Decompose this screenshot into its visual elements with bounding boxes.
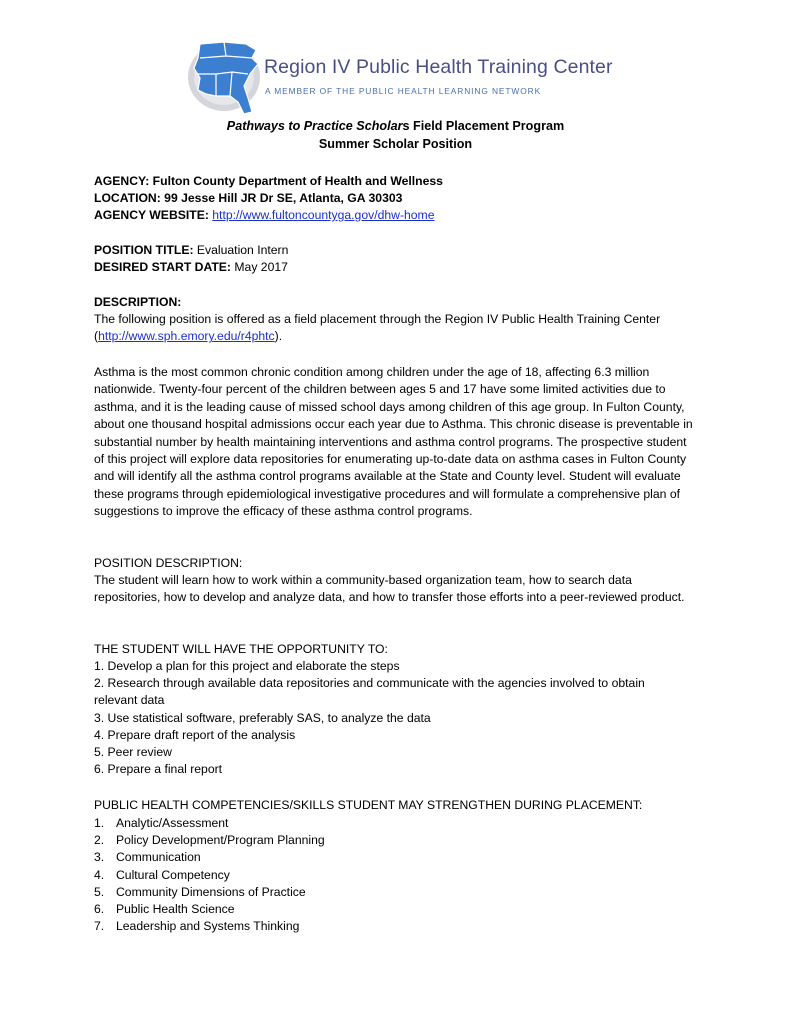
- rphtc-link[interactable]: http://www.sph.emory.edu/r4phtc: [98, 329, 275, 344]
- southeast-us-map-icon: [186, 34, 266, 120]
- item-number: 4.: [94, 867, 105, 882]
- program-title: [0, 119, 791, 133]
- position-title-label: POSITION TITLE:: [94, 243, 194, 257]
- item-label: Community Dimensions of Practice: [116, 884, 306, 899]
- location-value: 99 Jesse Hill JR Dr SE, Atlanta, GA 30303: [160, 191, 403, 205]
- start-date-value: May 2017: [231, 260, 288, 274]
- item-label: Communication: [116, 850, 201, 865]
- description-intro-end: ).: [274, 329, 283, 344]
- agency-value: Fulton County Department of Health and Wellness: [149, 174, 443, 188]
- list-item: [94, 832, 325, 849]
- website-line: [94, 207, 435, 224]
- list-item: [94, 849, 325, 866]
- list-item: [94, 867, 325, 884]
- description-intro-text: The following position is offered as a field placement through the Region IV Public Health Training Center (: [94, 312, 661, 344]
- list-item: 2. Research through available data repositories and communicate with the agencies involved to obtain: [94, 676, 645, 691]
- list-item: 1. Develop a plan for this project and elaborate the steps: [94, 659, 400, 673]
- list-item: 4. Prepare draft report of the analysis: [94, 727, 296, 742]
- item-label: Leadership and Systems Thinking: [116, 919, 300, 934]
- description-heading: DESCRIPTION:: [94, 295, 182, 309]
- list-item: [94, 918, 325, 935]
- item-number: 1.: [94, 816, 105, 830]
- program-title-rest: Field Placement Program: [409, 119, 565, 133]
- position-title-line: [94, 242, 288, 259]
- list-item: [94, 901, 325, 918]
- item-label: Policy Development/Program Planning: [116, 833, 325, 848]
- list-item: relevant data: [94, 693, 165, 708]
- list-item: [94, 884, 325, 901]
- item-number: 5.: [94, 884, 105, 899]
- item-number: 6.: [94, 902, 105, 917]
- opportunity-heading: THE STUDENT WILL HAVE THE OPPORTUNITY TO:: [94, 642, 388, 656]
- list-item: 5. Peer review: [94, 745, 172, 760]
- opportunity-list: [94, 658, 700, 778]
- position-description-heading: POSITION DESCRIPTION:: [94, 556, 243, 570]
- list-item: 3. Use statistical software, preferably SAS, to analyze the data: [94, 710, 431, 725]
- position-description-body: The student will learn how to work within a community-based organization team, how to search data repositories, how to develop and analyze data, and how to transfer those efforts into a peer-reviewed product.: [94, 573, 685, 605]
- program-title-italic: Pathways to Practice Scholar: [226, 119, 403, 133]
- competencies-heading: PUBLIC HEALTH COMPETENCIES/SKILLS STUDENT MAY STRENGTHEN DURING PLACEMENT:: [94, 798, 643, 812]
- agency-website-link[interactable]: http://www.fultoncountyga.gov/dhw-home: [212, 208, 435, 222]
- description-intro: [94, 311, 700, 346]
- description-body: Asthma is the most common chronic condition among children under the age of 18, affecting 6.3 million nationwide. Twenty-four percent of the children between ages 5 and 17 have some limited activities due to asthma, and it is the leading cause of missed school days among children of this age group. In Fulton County, about one thousand hospital admissions occur each year due to Asthma. This chronic disease is preventable in substantial number by health maintaining interventions and asthma control programs. The prospective student of this project will explore data repositories for enumerating up-to-date data on asthma cases in Fulton County and will identify all the asthma control programs available at the State and County level. Student will evaluate these programs through epidemiological investigative procedures and will formulate a comprehensive plan of suggestions to improve the efficacy of these asthma control programs.: [94, 365, 693, 519]
- start-date-line: [94, 259, 288, 276]
- start-date-label: DESIRED START DATE:: [94, 260, 231, 274]
- location-label: LOCATION:: [94, 191, 161, 205]
- competencies-list: [94, 815, 325, 935]
- item-number: 7.: [94, 919, 105, 934]
- item-label: Public Health Science: [116, 902, 235, 917]
- agency-label: AGENCY:: [94, 174, 150, 188]
- item-number: 2.: [94, 833, 105, 848]
- logo-header: [186, 34, 616, 120]
- org-tagline: A MEMBER OF THE PUBLIC HEALTH LEARNING NETWORK: [265, 86, 542, 96]
- agency-line: [94, 173, 443, 190]
- list-item: [94, 815, 325, 832]
- location-line: [94, 190, 402, 207]
- position-subtitle: Summer Scholar Position: [318, 137, 473, 151]
- position-title-value: Evaluation Intern: [193, 243, 289, 257]
- item-number: 3.: [94, 850, 105, 865]
- org-name: Region IV Public Health Training Center: [264, 56, 613, 78]
- website-label: AGENCY WEBSITE:: [94, 208, 209, 222]
- list-item: 6. Prepare a final report: [94, 762, 223, 777]
- item-label: Analytic/Assessment: [116, 816, 229, 830]
- item-label: Cultural Competency: [116, 867, 230, 882]
- program-title-s: s: [402, 119, 410, 133]
